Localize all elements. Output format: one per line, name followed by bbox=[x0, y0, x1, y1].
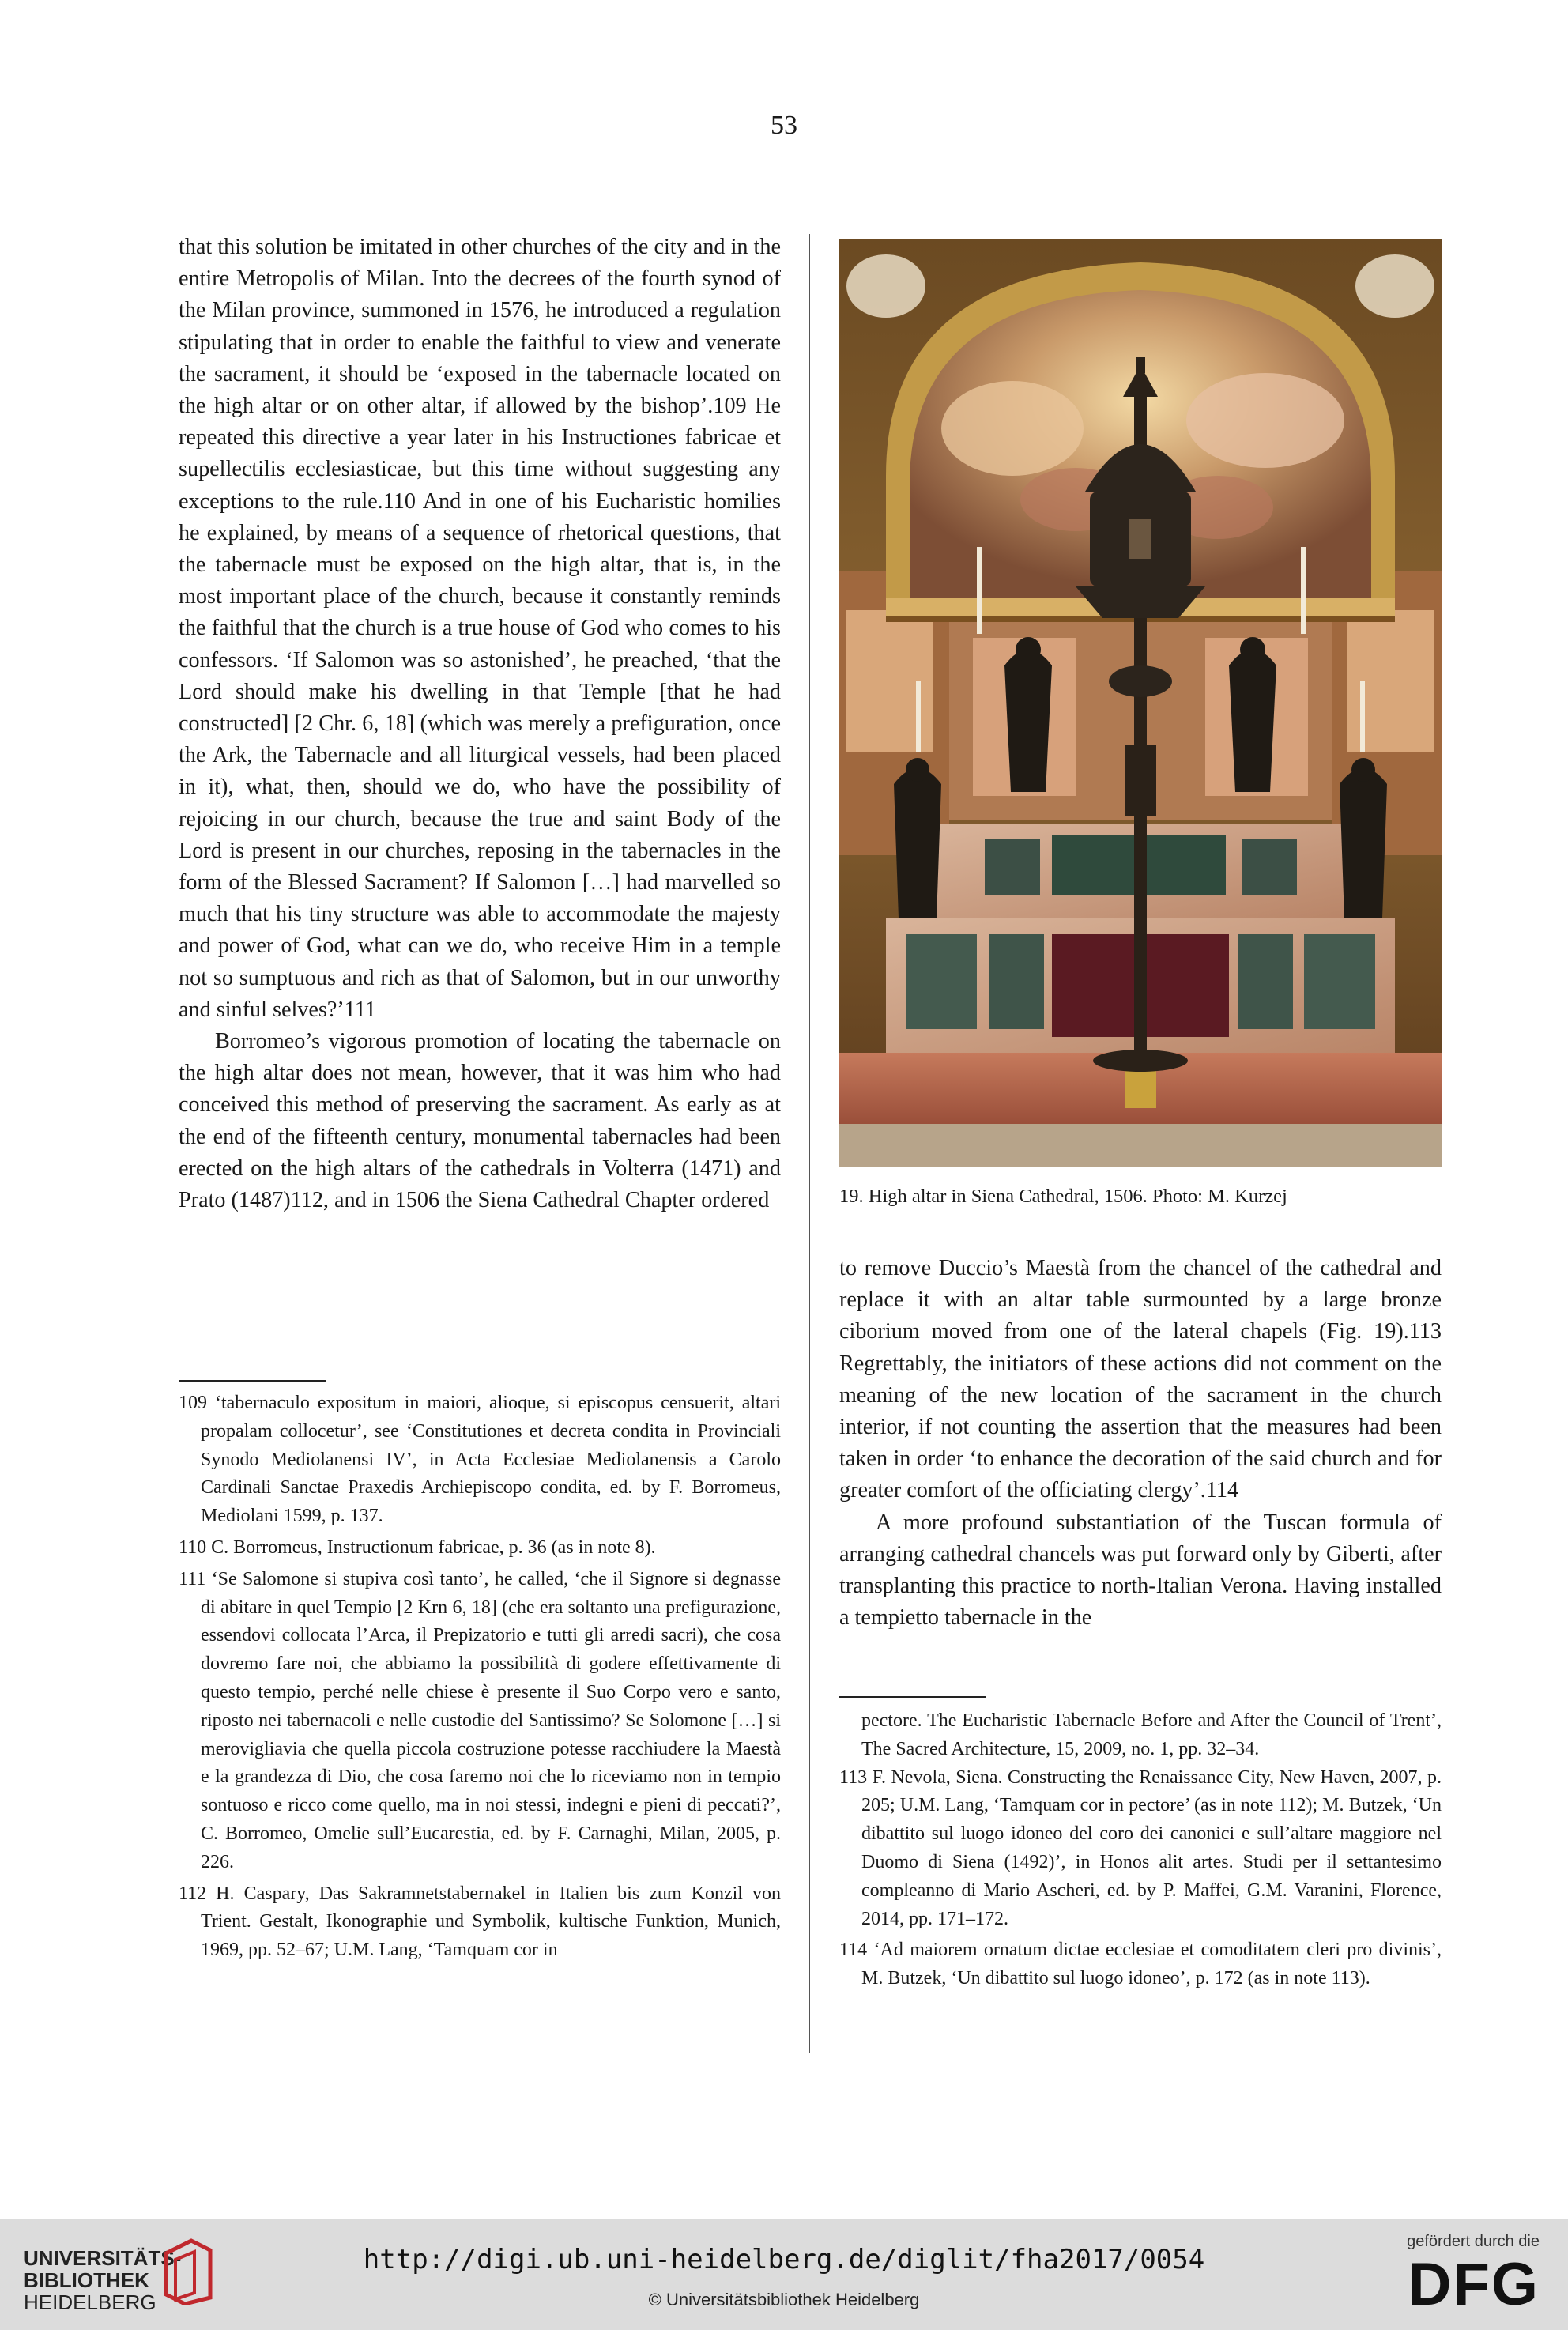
footnote-110: 110 C. Borromeus, Instructionum fabricae, p. 36 (as in note 8). bbox=[179, 1536, 656, 1558]
footnote-112-continuation: pectore. The Eucharistic Tabernacle Before and After the Council of Trent’, The Sacred Architecture, 15, 2009, no. 1, pp. 32–34. bbox=[861, 1710, 1442, 1759]
figure-high-altar-photo bbox=[839, 239, 1442, 1167]
document-url-link[interactable]: http://digi.ub.uni-heidelberg.de/diglit/fha2017/0054 bbox=[363, 2244, 1205, 2275]
column-divider bbox=[809, 234, 810, 2053]
right-paragraph-2: A more profound substantiation of the Tuscan formula of arranging cathedral chancels was put forward only by Giberti, after transplanting this practice to north-Italian Verona. Having installed a tempietto tabernacle in the bbox=[839, 1510, 1442, 1631]
dfg-logo: DFG bbox=[1408, 2251, 1540, 2318]
copyright-notice: © Universitätsbibliothek Heidelberg bbox=[648, 2290, 920, 2309]
left-paragraph-2: Borromeo’s vigorous promotion of locating the tabernacle on the high altar does not mean, however, that it was him who had conceived this method of preserving the sacrament. As early as at the end of the fifteenth century, monumental tabernacles had been erected on the high altars of the cathedrals in Volterra (1471) and Prato (1487)112, and in 1506 the Siena Cathedral Chapter ordered bbox=[179, 1029, 781, 1213]
left-column-body bbox=[179, 232, 781, 1216]
library-name-line-1: UNIVERSITÄTS- bbox=[24, 2246, 182, 2270]
footnote-111: 111 ‘Se Salomone si stupiva così tanto’, he called, ‘che il Signore si degnasse di abitare in quel Tempio [2 Krn 6, 18] (che era soltanto una prefigurazione, essendovi collocata l’Arca, il Prepizatorio e tutti gli arredi sacri), che cosa dovremo fare noi, che abbiamo la possibilità di godere effettivamente di questo tempio, perché nelle chiese è presente il Suo Corpo vero e santo, riposto nei tabernacoli e nelle custodie del Santissimo? Se Solomone […] si merovigliavia che quella piccola costruzione potesse racchiudere la Maestà e la grandezza di Dio, che cosa faremo noi che lo riceviamo non in tempio sontuoso e ricco come quello, ma in noi stessi, indegni e pieni di peccati?’, C. Borromeo, Omelie sull’Eucarestia, ed. by F. Carnaghi, Milan, 2005, p. 226. bbox=[179, 1568, 781, 1872]
figure-caption: 19. High altar in Siena Cathedral, 1506. Photo: M. Kurzej bbox=[839, 1186, 1287, 1207]
library-name-line-2: BIBLIOTHEK bbox=[24, 2268, 149, 2292]
left-paragraph-1: that this solution be imitated in other churches of the city and in the entire Metropolis of Milan. Into the decrees of the fourth synod of the Milan province, summoned in 1576, he introduced a regulation stipulating that in order to enable the faithful to view and venerate the sacrament, it should be ‘exposed in the tabernacle located on the high altar or on other altar, if allowed by the bishop’.109 He repeated this directive a year later in his Instructiones fabricae et supellectilis ecclesiasticae, but this time without suggesting any exceptions to the rule.110 And in one of his Eucharistic homilies he explained, by means of a sequence of rhetorical questions, that the tabernacle must be exposed on the high altar, that is, in the most important place of the church, because it constantly reminds the faithful that the church is a true house of God who comes to his confessors. ‘If Salomon was so astonished’, he preached, ‘that the Lord should make his dwelling in that Temple [that he had constructed] [2 Chr. 6, 18] (which was merely a prefiguration, once the Ark, the Tabernacle and all liturgical vessels, had been placed in it), what, then, should we do, who have the possibility of rejoicing in our church, because the true and saint Body of the Lord is present in our churches, reposing in the tabernacles in the form of the Blessed Sacrament? If Salomon […] had marvelled so much that his tiny structure was able to accommodate the majesty and power of God, what can we do, who receive Him in a temple not so sumptuous and rich as that of Salomon, but in our unworthy and sinful selves?’111 bbox=[179, 235, 781, 1022]
footnote-separator-right bbox=[839, 1696, 986, 1698]
footer-bar bbox=[0, 2219, 1568, 2330]
funding-label: gefördert durch die bbox=[1407, 2233, 1540, 2250]
right-column-body bbox=[839, 1253, 1442, 1634]
footnote-113: 113 F. Nevola, Siena. Constructing the Renaissance City, New Haven, 2007, p. 205; U.M. Lang, ‘Tamquam cor in pectore’ (as in note 112); M. Butzek, ‘Un dibattito sul luogo idoneo del coro dei canonici e sull’altare maggiore nel Duomo di Siena (1492)’, in Honos alit artes. Studi per il settantesimo compleanno di Mario Ascheri, ed. by P. Maffei, G.M. Varanini, Florence, 2014, pp. 171–172. bbox=[839, 1766, 1442, 1929]
footnote-114: 114 ‘Ad maiorem ornatum dictae ecclesiae et comoditatem cleri pro divinis’, M. Butzek, ‘Un dibattito sul luogo idoneo’, p. 172 (as in note 113). bbox=[839, 1940, 1442, 1989]
library-name-line-3: HEIDELBERG bbox=[24, 2290, 156, 2314]
right-paragraph-1: to remove Duccio’s Maestà from the chancel of the cathedral and replace it with an altar table surmounted by a large bronze ciborium moved from one of the lateral chapels (Fig. 19).113 Regrettably, the initiators of these actions did not comment on the meaning of the new location of the sacrament in the church interior, if not counting the assertion that the measures had been taken in order ‘to enhance the decoration of the said church and for greater comfort of the officiating clergy’.114 bbox=[839, 1256, 1442, 1503]
right-footnotes bbox=[839, 1707, 1442, 1996]
footnote-112: 112 H. Caspary, Das Sakramnetstabernakel in Italien bis zum Konzil von Trient. Gestalt, Ikonographie und Symbolik, kultische Funktion, Munich, 1969, pp. 52–67; U.M. Lang, ‘Tamquam cor in bbox=[179, 1883, 781, 1961]
left-footnotes bbox=[179, 1389, 781, 1968]
footnote-109: 109 ‘tabernaculo expositum in maiori, alioque, si episcopus censuerit, altari propalam collocetur’, see ‘Constitutiones et decreta condita in Provinciali Synodo Mediolanensi IV’, in Acta Ecclesiae Mediolanensis a Carolo Cardinali Sanctae Praxedis Archiepiscopo condita, ed. by F. Borromeus, Mediolani 1599, p. 137. bbox=[179, 1393, 781, 1527]
footnote-separator-left bbox=[179, 1380, 326, 1382]
page-number: 53 bbox=[771, 111, 797, 140]
